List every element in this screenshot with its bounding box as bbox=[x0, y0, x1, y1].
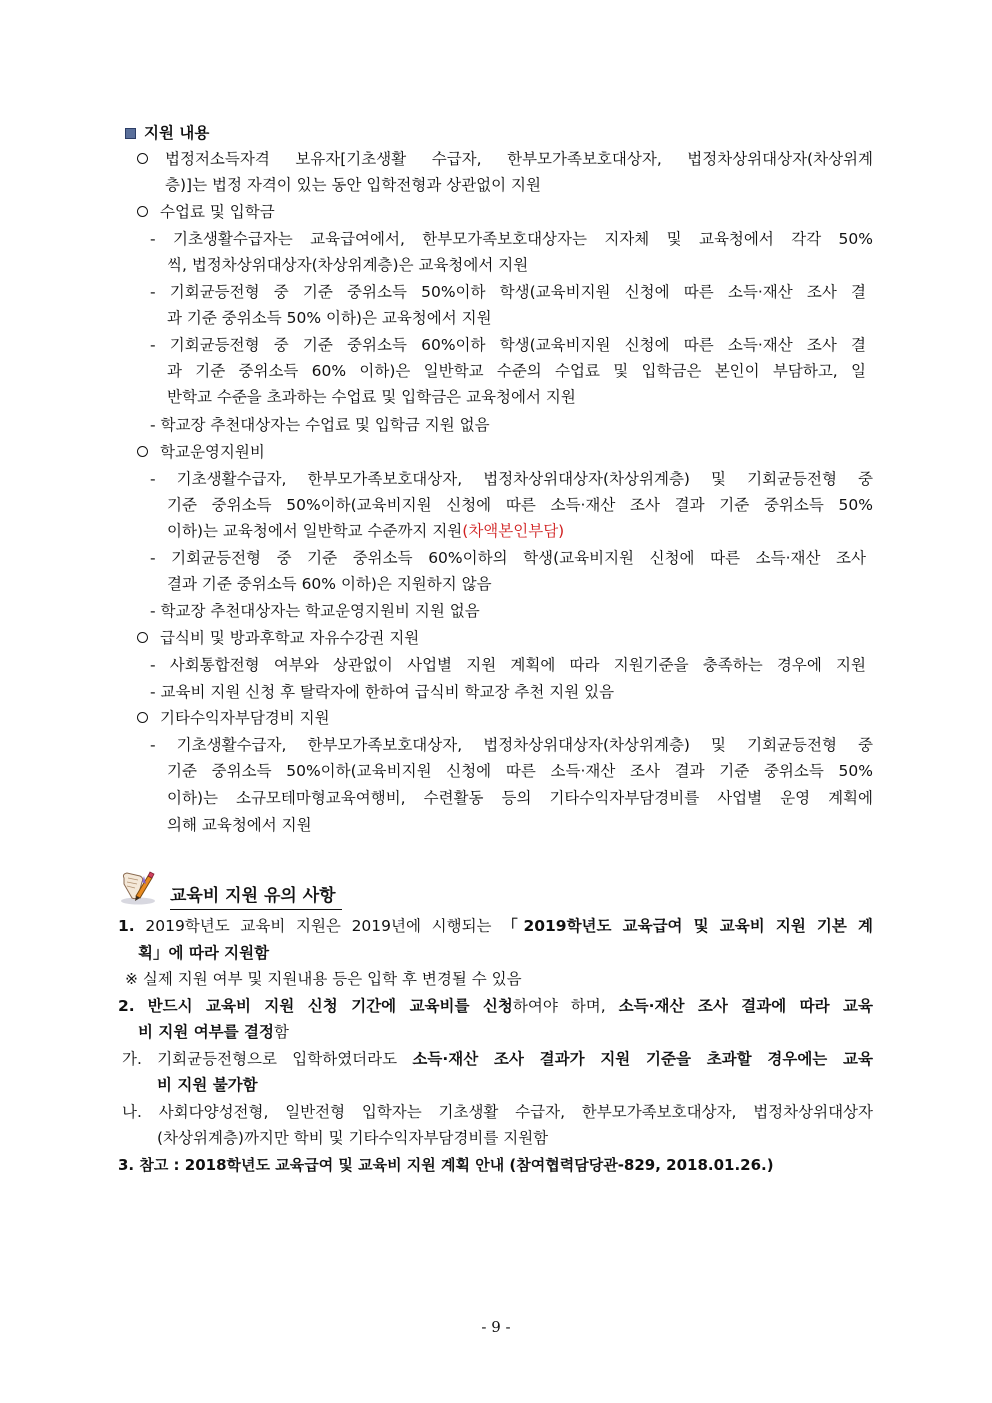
caution-item-ga-cont: 비 지원 불가함 bbox=[157, 1076, 258, 1094]
paragraph-line: 씩, 법정차상위대상자(차상위계층)은 교육청에서 지원 bbox=[167, 256, 529, 274]
pencil-note-icon bbox=[118, 870, 158, 906]
caution-item-na: 나. 사회다양성전형, 일반전형 입학자는 기초생활 수급자, 한부모가족보호대상자, 법정차상위대상자 bbox=[122, 1103, 873, 1121]
caution-title: 교육비 지원 유의 사항 bbox=[170, 883, 342, 910]
paragraph-line: - 학교장 추천대상자는 학교운영지원비 지원 없음 bbox=[150, 602, 480, 620]
red-note: (차액본인부담) bbox=[462, 522, 565, 540]
square-bullet-icon bbox=[125, 128, 136, 139]
paragraph-line: - 학교장 추천대상자는 수업료 및 입학금 지원 없음 bbox=[150, 416, 490, 434]
paragraph-line: 과 기준 중위소득 50% 이하)은 교육청에서 지원 bbox=[167, 309, 492, 327]
paragraph-line: 기준 중위소득 50%이하(교육비지원 신청에 따른 소득·재산 조사 결과 기준 중위소득 50% bbox=[167, 762, 873, 780]
subheading: 기타수익자부담경비 지원 bbox=[160, 709, 330, 727]
paragraph-line: - 교육비 지원 신청 후 탈락자에 한하여 급식비 학교장 추천 지원 있음 bbox=[150, 683, 615, 701]
circle-bullet-icon bbox=[137, 712, 148, 723]
caution-item-na-cont: (차상위계층)까지만 학비 및 기타수익자부담경비를 지원함 bbox=[157, 1129, 549, 1147]
paragraph-line: 층)]는 법정 자격이 있는 동안 입학전형과 상관없이 지원 bbox=[165, 176, 541, 194]
subheading: 급식비 및 방과후학교 자유수강권 지원 bbox=[160, 629, 420, 647]
caution-item-2-cont: 비 지원 여부를 결정함 bbox=[138, 1023, 289, 1041]
caution-item-1: 1. 2019학년도 교육비 지원은 2019년에 시행되는 「2019학년도 교육급여 및 교육비 지원 기본 계 bbox=[118, 917, 873, 935]
paragraph-line: - 기초생활수급자, 한부모가족보호대상자, 법정차상위대상자(차상위계층) 및 기회균등전형 중 bbox=[150, 736, 873, 754]
circle-bullet-icon bbox=[137, 206, 148, 217]
subheading: 수업료 및 입학금 bbox=[160, 203, 275, 221]
paragraph-line: 이하)는 교육청에서 일반학교 수준까지 지원(차액본인부담) bbox=[167, 522, 565, 540]
paragraph-line: - 기초생활수급자, 한부모가족보호대상자, 법정차상위대상자(차상위계층) 및 기회균등전형 중 bbox=[150, 470, 873, 488]
paragraph-line: 과 기준 중위소득 60% 이하)은 일반학교 수준의 수업료 및 입학금은 본인이 부담하고, 일 bbox=[167, 362, 866, 380]
paragraph-line: 법정저소득자격 보유자[기초생활 수급자, 한부모가족보호대상자, 법정차상위대상자(차상위계 bbox=[165, 150, 873, 168]
caution-note: ※ 실제 지원 여부 및 지원내용 등은 입학 후 변경될 수 있음 bbox=[125, 970, 522, 988]
circle-bullet-icon bbox=[137, 446, 148, 457]
paragraph-line: 반학교 수준을 초과하는 수업료 및 입학금은 교육청에서 지원 bbox=[167, 388, 576, 406]
paragraph-line: - 사회통합전형 여부와 상관없이 사업별 지원 계획에 따라 지원기준을 충족하는 경우에 지원 bbox=[150, 656, 866, 674]
section-title: 지원 내용 bbox=[125, 120, 209, 146]
caution-item-2: 2. 반드시 교육비 지원 신청 기간에 교육비를 신청하여야 하며, 소득·재산 조사 결과에 따라 교육 bbox=[118, 997, 873, 1015]
paragraph-line: - 기회균등전형 중 기준 중위소득 60%이하 학생(교육비지원 신청에 따른 소득·재산 조사 결 bbox=[150, 336, 866, 354]
paragraph-line: 의해 교육청에서 지원 bbox=[167, 816, 312, 834]
paragraph-line: 결과 기준 중위소득 60% 이하)은 지원하지 않음 bbox=[167, 575, 492, 593]
paragraph-line: - 기초생활수급자는 교육급여에서, 한부모가족보호대상자는 지자체 및 교육청에서 각각 50% bbox=[150, 230, 873, 248]
paragraph-line: - 기회균등전형 중 기준 중위소득 50%이하 학생(교육비지원 신청에 따른 소득·재산 조사 결 bbox=[150, 283, 866, 301]
caution-item-ga: 가. 기회균등전형으로 입학하였더라도 소득·재산 조사 결과가 지원 기준을 초과할 경우에는 교육 bbox=[122, 1050, 873, 1068]
paragraph-line: - 기회균등전형 중 기준 중위소득 60%이하의 학생(교육비지원 신청에 따른 소득·재산 조사 bbox=[150, 549, 866, 567]
paragraph-line: 이하)는 소규모테마형교육여행비, 수련활동 등의 기타수익자부담경비를 사업별 운영 계획에 bbox=[167, 789, 873, 807]
caution-item-1-cont: 획」에 따라 지원함 bbox=[138, 944, 270, 962]
subheading: 학교운영지원비 bbox=[160, 443, 265, 461]
circle-bullet-icon bbox=[137, 153, 148, 164]
circle-bullet-icon bbox=[137, 632, 148, 643]
caution-item-3: 3. 참고 : 2018학년도 교육급여 및 교육비 지원 계획 안내 (참여협력담당관-829, 2018.01.26.) bbox=[118, 1156, 774, 1174]
page-number: - 9 - bbox=[481, 1318, 511, 1336]
paragraph-line: 기준 중위소득 50%이하(교육비지원 신청에 따른 소득·재산 조사 결과 기준 중위소득 50% bbox=[167, 496, 873, 514]
